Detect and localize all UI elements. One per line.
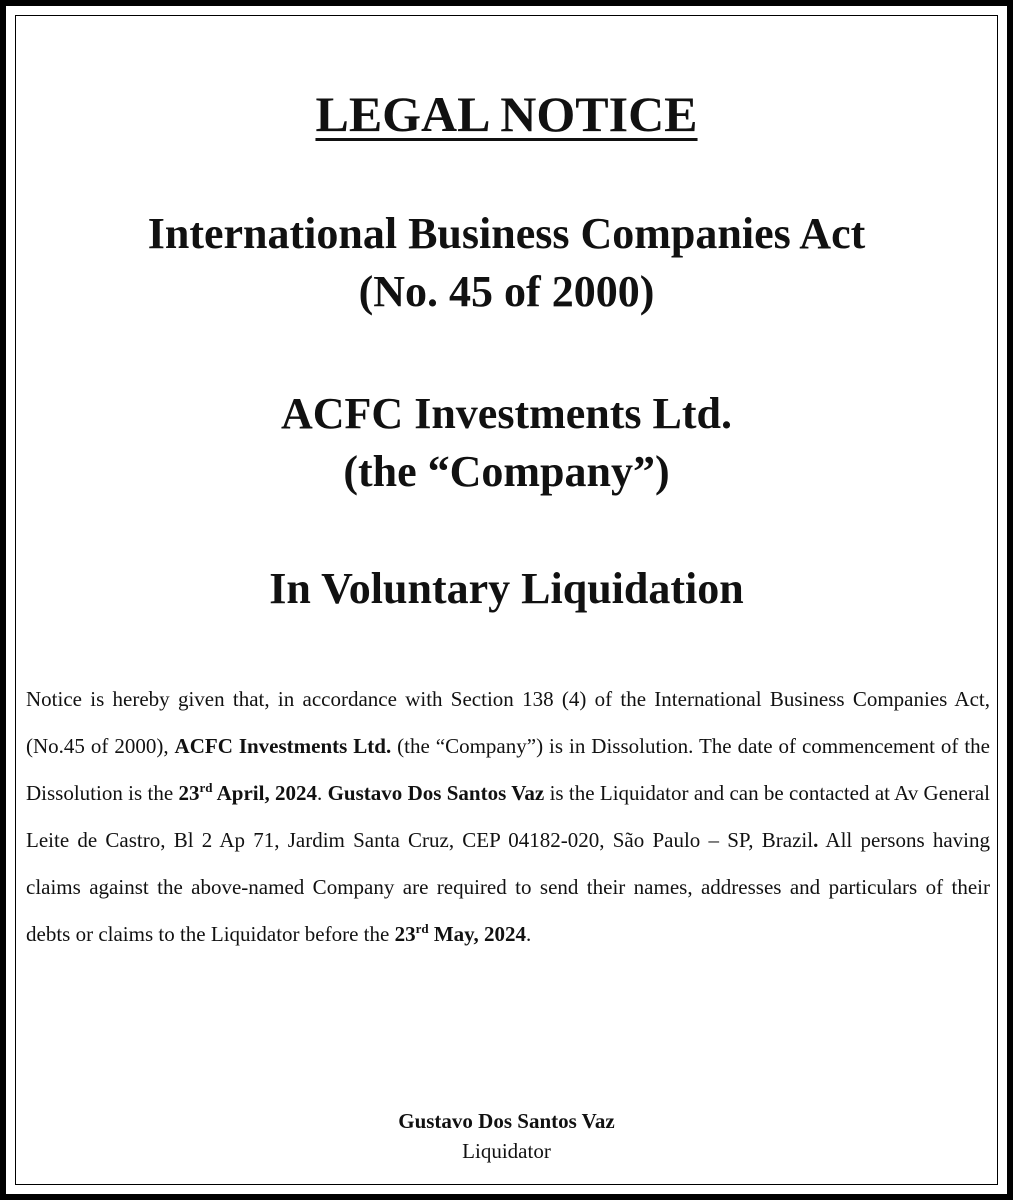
commencement-date: 23rd April, 2024 (178, 780, 318, 805)
body-text-3: . (317, 781, 328, 805)
legal-notice-title: LEGAL NOTICE (315, 86, 698, 142)
act-heading (0, 205, 1013, 321)
notice-body (26, 676, 990, 958)
company-heading (0, 385, 1013, 501)
act-name: International Business Companies Act (147, 209, 866, 258)
body-text-4-end: . (813, 828, 819, 852)
body-text-2: (the “Company”) is in Dissolution. The date of commencement of the Dissolution is the (26, 734, 990, 805)
body-text-5: All persons having claims against the above-named Company are required to send their names, addresses and particulars of their debts or claims to the Liquidator before the (26, 828, 991, 946)
body-liquidator-name: Gustavo Dos Santos Vaz (327, 781, 545, 805)
liquidation-status: In Voluntary Liquidation (269, 564, 744, 613)
body-text-1: Notice is hereby given that, in accordance with Section 138 (4) of the International Business Companies Act, (No.45 of 2000), (26, 687, 990, 758)
signatory-name: Gustavo Dos Santos Vaz (398, 1109, 615, 1133)
signature-block (0, 1106, 1013, 1166)
body-company-name: ACFC Investments Ltd. (174, 734, 392, 758)
company-alias: (the “Company”) (343, 447, 670, 496)
body-text-6: . (525, 922, 532, 946)
act-number: (No. 45 of 2000) (358, 267, 655, 316)
company-name: ACFC Investments Ltd. (281, 389, 732, 438)
body-text-4: is the Liquidator and can be contacted at Av General Leite de Castro, Bl 2 Ap 71, Jardim Santa Cruz, CEP 04182-020, São Paulo – SP, Brazil (26, 781, 991, 852)
claims-deadline: 23rd May, 2024 (394, 921, 526, 946)
signatory-role: Liquidator (462, 1139, 551, 1163)
